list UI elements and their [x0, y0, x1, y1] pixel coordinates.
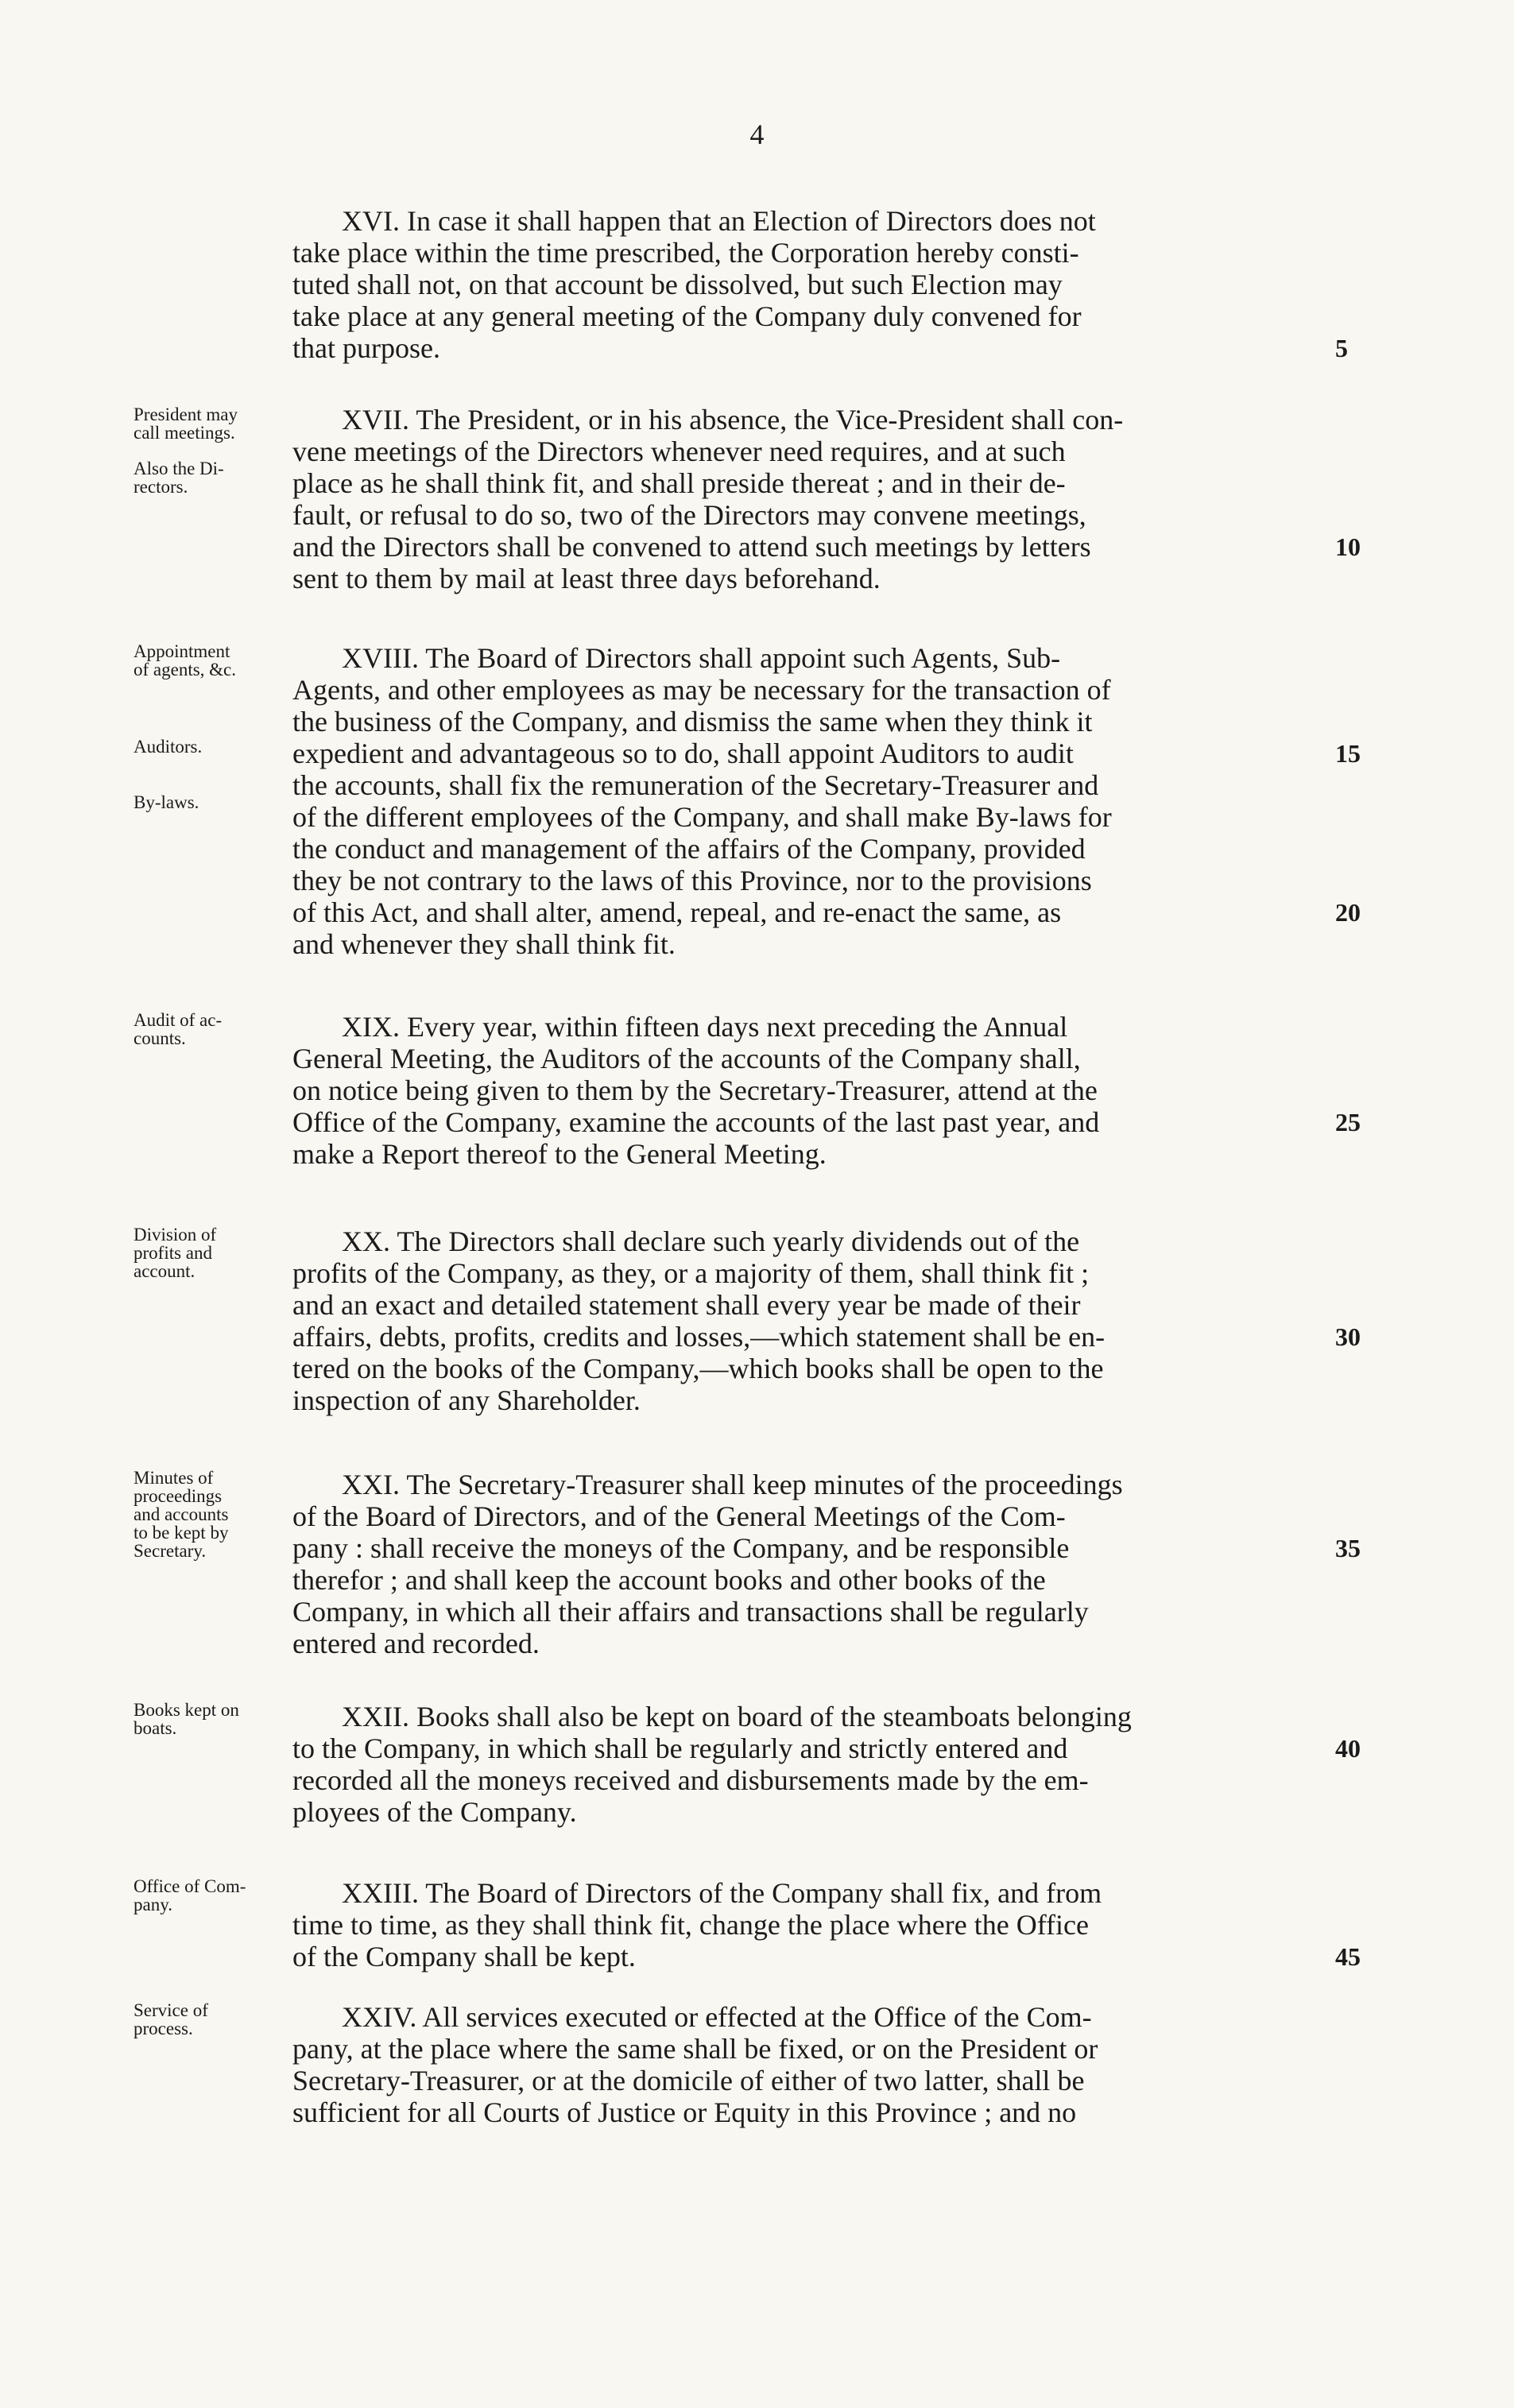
margin-note-line: proceedings [134, 1486, 223, 1506]
margin-note-line: Auditors. [134, 737, 203, 757]
margin-note-line: Audit of ac- [134, 1010, 223, 1030]
text-line: Secretary-Treasurer, or at the domicile of either of two latter, shall be [292, 2065, 1085, 2096]
text-line: pany, at the place where the same shall be fixed, or on the President or [292, 2033, 1098, 2065]
text-line: make a Report thereof to the General Meeting. [292, 1138, 827, 1170]
margin-note [134, 1469, 228, 1560]
page-number: 4 [749, 118, 765, 150]
margin-note-line: pany. [134, 1895, 172, 1914]
text-line: fault, or refusal to do so, two of the Directors may convene meetings, [292, 499, 1086, 531]
line-number: 45 [1335, 1942, 1361, 1971]
margin-note-line: Books kept on [134, 1700, 239, 1720]
text-line: the business of the Company, and dismiss the same when they think it [292, 706, 1093, 737]
text-line: inspection of any Shareholder. [292, 1384, 641, 1416]
margin-note-line: of agents, &c. [134, 660, 237, 679]
margin-note-line: By-laws. [134, 792, 199, 812]
text-line: take place at any general meeting of the Company duly convened for [292, 300, 1082, 332]
margin-note [134, 1877, 246, 1914]
margin-note [134, 642, 236, 679]
margin-note [134, 1011, 222, 1047]
text-line: to the Company, in which shall be regularly and strictly entered and [292, 1732, 1068, 1764]
text-line: XVII. The President, or in his absence, the Vice-President shall con- [342, 404, 1124, 436]
margin-note-line: Secretary. [134, 1541, 207, 1561]
margin-note-line: rectors. [134, 477, 188, 497]
text-line: recorded all the moneys received and disbursements made by the em- [292, 1764, 1089, 1796]
text-line: XVI. In case it shall happen that an Election of Directors does not [342, 205, 1096, 237]
text-line: that purpose. [292, 332, 440, 364]
margin-note-line: counts. [134, 1028, 186, 1048]
margin-note [134, 793, 199, 811]
text-line: profits of the Company, as they, or a majority of them, shall think fit ; [292, 1257, 1090, 1289]
text-line: Office of the Company, examine the accounts of the last past year, and [292, 1106, 1100, 1138]
text-line: ployees of the Company. [292, 1796, 577, 1828]
text-line: pany : shall receive the moneys of the Company, and be responsible [292, 1532, 1070, 1564]
text-line: they be not contrary to the laws of this Province, nor to the provisions [292, 865, 1092, 896]
text-line: and an exact and detailed statement shall every year be made of their [292, 1289, 1081, 1321]
text-line: XXIV. All services executed or effected at the Office of the Com- [342, 2001, 1092, 2033]
text-line: take place within the time prescribed, the Corporation hereby consti- [292, 237, 1079, 269]
text-line: XXII. Books shall also be kept on board of the steamboats belonging [342, 1701, 1132, 1732]
margin-note-line: Division of [134, 1225, 217, 1245]
line-number: 35 [1335, 1534, 1361, 1562]
text-line: XXI. The Secretary-Treasurer shall keep minutes of the proceedings [342, 1469, 1123, 1500]
margin-note [134, 1225, 216, 1280]
text-line: the accounts, shall fix the remuneration of the Secretary-Treasurer and [292, 769, 1099, 801]
section-paragraph [292, 642, 1316, 960]
margin-note-line: boats. [134, 1718, 177, 1738]
section-paragraph [292, 205, 1316, 364]
margin-note-line: Service of [134, 2000, 208, 2020]
margin-note-line: Minutes of [134, 1468, 214, 1488]
text-line: therefor ; and shall keep the account books and other books of the [292, 1564, 1046, 1596]
section-paragraph [292, 1701, 1316, 1828]
margin-note-line: and accounts [134, 1504, 229, 1524]
text-line: Agents, and other employees as may be necessary for the transaction of [292, 674, 1111, 706]
text-line: on notice being given to them by the Secretary-Treasurer, attend at the [292, 1074, 1098, 1106]
section-paragraph [292, 1877, 1316, 1972]
text-line: expedient and advantageous so to do, shall appoint Auditors to audit [292, 737, 1074, 769]
margin-note [134, 1701, 239, 1737]
text-line: XIX. Every year, within fifteen days next preceding the Annual [342, 1011, 1068, 1043]
margin-note-line: Office of Com- [134, 1876, 246, 1896]
line-number: 20 [1335, 898, 1361, 927]
line-number: 5 [1335, 334, 1348, 362]
margin-note-line: President may [134, 405, 238, 424]
section-paragraph [292, 1225, 1316, 1416]
text-line: tered on the books of the Company,—which books shall be open to the [292, 1353, 1104, 1384]
line-number: 40 [1335, 1734, 1361, 1763]
margin-note [134, 459, 224, 496]
margin-note [134, 737, 202, 756]
text-line: Company, in which all their affairs and transactions shall be regularly [292, 1596, 1089, 1628]
text-line: place as he shall think fit, and shall preside thereat ; and in their de- [292, 467, 1066, 499]
text-line: of this Act, and shall alter, amend, repeal, and re-enact the same, as [292, 896, 1062, 928]
text-line: XXIII. The Board of Directors of the Company shall fix, and from [342, 1877, 1102, 1909]
margin-note-line: account. [134, 1261, 196, 1281]
section-paragraph [292, 1469, 1316, 1659]
text-line: the conduct and management of the affairs of the Company, provided [292, 833, 1086, 865]
margin-note-line: process. [134, 2019, 193, 2038]
text-line: of the Company shall be kept. [292, 1941, 636, 1972]
text-line: tuted shall not, on that account be dissolved, but such Election may [292, 269, 1063, 300]
text-line: General Meeting, the Auditors of the accounts of the Company shall, [292, 1043, 1081, 1074]
text-line: time to time, as they shall think fit, change the place where the Office [292, 1909, 1089, 1941]
text-line: sent to them by mail at least three days beforehand. [292, 563, 881, 594]
line-number: 15 [1335, 739, 1361, 768]
margin-note [134, 405, 238, 442]
text-line: sufficient for all Courts of Justice or Equity in this Province ; and no [292, 2096, 1077, 2128]
margin-note-line: profits and [134, 1243, 213, 1263]
text-line: XVIII. The Board of Directors shall appoint such Agents, Sub- [342, 642, 1061, 674]
margin-note [134, 2001, 208, 2038]
section-paragraph [292, 404, 1316, 594]
text-line: entered and recorded. [292, 1628, 540, 1659]
text-line: of the different employees of the Company, and shall make By-laws for [292, 801, 1112, 833]
text-line: and the Directors shall be convened to attend such meetings by letters [292, 531, 1091, 563]
text-line: vene meetings of the Directors whenever need requires, and at such [292, 436, 1066, 467]
section-paragraph [292, 2001, 1316, 2128]
margin-note-line: Appointment [134, 641, 230, 661]
margin-note-line: Also the Di- [134, 459, 224, 478]
text-line: and whenever they shall think fit. [292, 928, 676, 960]
margin-note-line: call meetings. [134, 423, 235, 443]
margin-note-line: to be kept by [134, 1523, 229, 1543]
text-line: affairs, debts, profits, credits and losses,—which statement shall be en- [292, 1321, 1105, 1353]
line-number: 10 [1335, 532, 1361, 561]
section-paragraph [292, 1011, 1316, 1170]
text-line: of the Board of Directors, and of the General Meetings of the Com- [292, 1500, 1066, 1532]
line-number: 25 [1335, 1108, 1361, 1136]
line-number: 30 [1335, 1322, 1361, 1351]
text-line: XX. The Directors shall declare such yearly dividends out of the [342, 1225, 1080, 1257]
